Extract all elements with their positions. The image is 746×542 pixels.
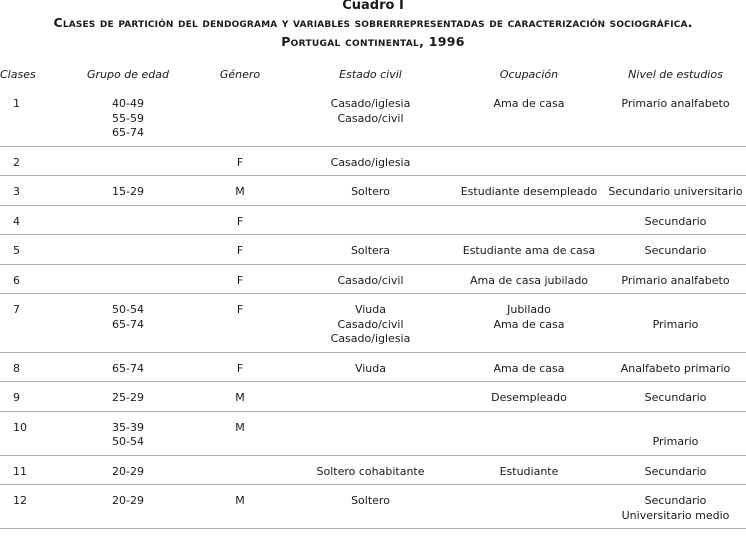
cell-grupo-edad: [64, 485, 192, 529]
cell-ocupacion: [453, 264, 605, 294]
cell-ocupacion: [453, 205, 605, 235]
cell-line: Secundario: [644, 214, 707, 228]
header-genero: Género: [219, 67, 261, 81]
cell-nivel-estudios: [605, 294, 746, 353]
cell-genero: F: [192, 205, 288, 235]
classes-table: [0, 60, 746, 529]
cell-ocupacion: [453, 485, 605, 529]
cell-estado-civil: [288, 455, 453, 485]
cell-grupo-edad: [64, 294, 192, 353]
cell-clase: 2: [0, 146, 64, 176]
cell-clase: 10: [0, 411, 64, 455]
cell-genero: M: [192, 411, 288, 455]
cell-grupo-edad: [64, 264, 192, 294]
table-row: [0, 88, 746, 146]
cell-ocupacion: [453, 382, 605, 412]
table-label: Cuadro I: [342, 0, 404, 13]
cell-line: Casado/civil: [337, 273, 404, 287]
cell-estado-civil: [288, 382, 453, 412]
table-row: [0, 146, 746, 176]
cell-line: 65-74: [112, 126, 144, 139]
cell-nivel-estudios: [605, 411, 746, 455]
cell-line: Secundario: [644, 391, 707, 404]
cell-clase: 9: [0, 382, 64, 412]
header-estado-civil: Estado civil: [339, 67, 402, 81]
table-subtitle: Portugal continental, 1996: [281, 34, 465, 49]
cell-estado-civil: [288, 235, 453, 265]
cell-estado-civil: [288, 352, 453, 382]
cell-clase: 1: [0, 88, 64, 146]
cell-line: Secundario: [644, 244, 707, 257]
cell-estado-civil: [288, 176, 453, 206]
cell-line: Analfabeto primario: [620, 361, 731, 375]
cell-nivel-estudios: [605, 205, 746, 235]
table-row: [0, 411, 746, 455]
cell-line: 50-54: [112, 435, 144, 448]
cell-estado-civil: [288, 294, 453, 353]
cell-clase: 7: [0, 294, 64, 353]
cell-line: Viuda: [354, 303, 387, 316]
cell-nivel-estudios: [605, 352, 746, 382]
cell-clase: 4: [0, 205, 64, 235]
cell-line: Casado/iglesia: [330, 97, 411, 110]
cell-grupo-edad: [64, 205, 192, 235]
cell-clase: 11: [0, 455, 64, 485]
cell-line: Primario: [652, 317, 699, 331]
table-row: [0, 176, 746, 206]
cell-genero: M: [192, 382, 288, 412]
cell-line: Secundario universitario: [608, 185, 743, 198]
cell-grupo-edad: [64, 455, 192, 485]
cell-ocupacion: [453, 88, 605, 146]
cell-ocupacion: [453, 176, 605, 206]
cell-line: 50-54: [112, 303, 144, 316]
table-header-row: [0, 60, 746, 88]
table-row: [0, 485, 746, 529]
cell-line: Primario analfabeto: [621, 273, 730, 287]
table-row: [0, 294, 746, 353]
cell-line: Estudiante: [499, 464, 559, 478]
cell-estado-civil: [288, 146, 453, 176]
cell-line: Estudiante desempleado: [460, 185, 598, 198]
cell-line: 65-74: [112, 317, 144, 331]
cell-estado-civil: [288, 411, 453, 455]
cell-line: Primario: [652, 435, 699, 448]
cell-ocupacion: [453, 146, 605, 176]
cell-estado-civil: [288, 264, 453, 294]
table-row: [0, 352, 746, 382]
header-nivel-estudios: Nivel de estudios: [628, 67, 723, 81]
cell-grupo-edad: [64, 235, 192, 265]
cell-nivel-estudios: [605, 235, 746, 265]
cell-clase: 5: [0, 235, 64, 265]
cell-genero: F: [192, 264, 288, 294]
cell-nivel-estudios: [605, 146, 746, 176]
table-row: [0, 382, 746, 412]
cell-clase: 8: [0, 352, 64, 382]
cell-ocupacion: [453, 352, 605, 382]
cell-ocupacion: [453, 455, 605, 485]
cell-clase: 3: [0, 176, 64, 206]
cell-ocupacion: [453, 294, 605, 353]
cell-genero: M: [192, 176, 288, 206]
table-body: [0, 88, 746, 529]
cell-line: Casado/civil: [337, 317, 404, 331]
cell-line: Ama de casa: [493, 97, 565, 110]
cell-clase: 6: [0, 264, 64, 294]
cell-nivel-estudios: [605, 264, 746, 294]
cell-nivel-estudios: [605, 455, 746, 485]
cell-estado-civil: [288, 485, 453, 529]
cell-nivel-estudios: [605, 382, 746, 412]
table-row: [0, 455, 746, 485]
cell-genero: M: [192, 485, 288, 529]
cell-nivel-estudios: [605, 485, 746, 529]
cell-ocupacion: [453, 235, 605, 265]
header-ocupacion: Ocupación: [499, 67, 559, 81]
cell-line: 55-59: [112, 111, 144, 125]
cell-line: Ama de casa jubilado: [469, 273, 589, 287]
cell-nivel-estudios: [605, 88, 746, 146]
cell-line: Viuda: [354, 361, 387, 375]
table-row: [0, 205, 746, 235]
table-title: Clases de partición del dendograma y variables sobrerrepresentadas de caracterización sociográfica.: [53, 15, 693, 30]
cell-genero: F: [192, 294, 288, 353]
cell-line: Ama de casa: [493, 317, 565, 331]
cell-line: 15-29: [112, 185, 144, 198]
cell-line: 20-29: [112, 494, 144, 507]
cell-genero: F: [192, 235, 288, 265]
cell-line: Secundario: [644, 464, 707, 478]
table-row: [0, 264, 746, 294]
cell-line: Estudiante ama de casa: [462, 244, 596, 257]
cell-grupo-edad: [64, 146, 192, 176]
cell-grupo-edad: [64, 176, 192, 206]
cell-line: 20-29: [112, 464, 144, 478]
cell-line: 40-49: [112, 97, 144, 110]
cell-grupo-edad: [64, 352, 192, 382]
cell-line: Soltera: [350, 244, 391, 257]
cell-line: 65-74: [112, 361, 144, 375]
cell-estado-civil: [288, 205, 453, 235]
cell-line: Casado/civil: [337, 111, 404, 125]
cell-genero: F: [192, 352, 288, 382]
cell-nivel-estudios: [605, 176, 746, 206]
cell-line: Universitario medio: [621, 508, 730, 522]
cell-grupo-edad: [64, 411, 192, 455]
cell-line: Casado/iglesia: [330, 155, 411, 169]
cell-line: [605, 421, 746, 436]
cell-line: Jubilado: [507, 303, 551, 316]
cell-estado-civil: [288, 88, 453, 146]
cell-genero: [192, 455, 288, 485]
table-row: [0, 235, 746, 265]
cell-line: 25-29: [112, 391, 144, 404]
cell-line: Casado/iglesia: [330, 332, 411, 345]
cell-line: Desempleado: [491, 391, 567, 404]
cell-line: 35-39: [112, 420, 144, 434]
cell-line: Ama de casa: [493, 361, 565, 375]
cell-line: Soltero cohabitante: [316, 464, 425, 478]
cell-clase: 12: [0, 485, 64, 529]
header-grupo-edad: Grupo de edad: [87, 67, 169, 81]
cell-genero: [192, 88, 288, 146]
cell-line: Primario analfabeto: [621, 97, 730, 110]
cell-grupo-edad: [64, 382, 192, 412]
cell-line: Soltero: [351, 494, 390, 507]
cell-line: Soltero: [351, 185, 390, 198]
cell-genero: F: [192, 146, 288, 176]
cell-line: [605, 303, 746, 318]
cell-grupo-edad: [64, 88, 192, 146]
header-clases: Clases: [0, 67, 36, 81]
cell-ocupacion: [453, 411, 605, 455]
cell-line: Secundario: [644, 494, 707, 507]
